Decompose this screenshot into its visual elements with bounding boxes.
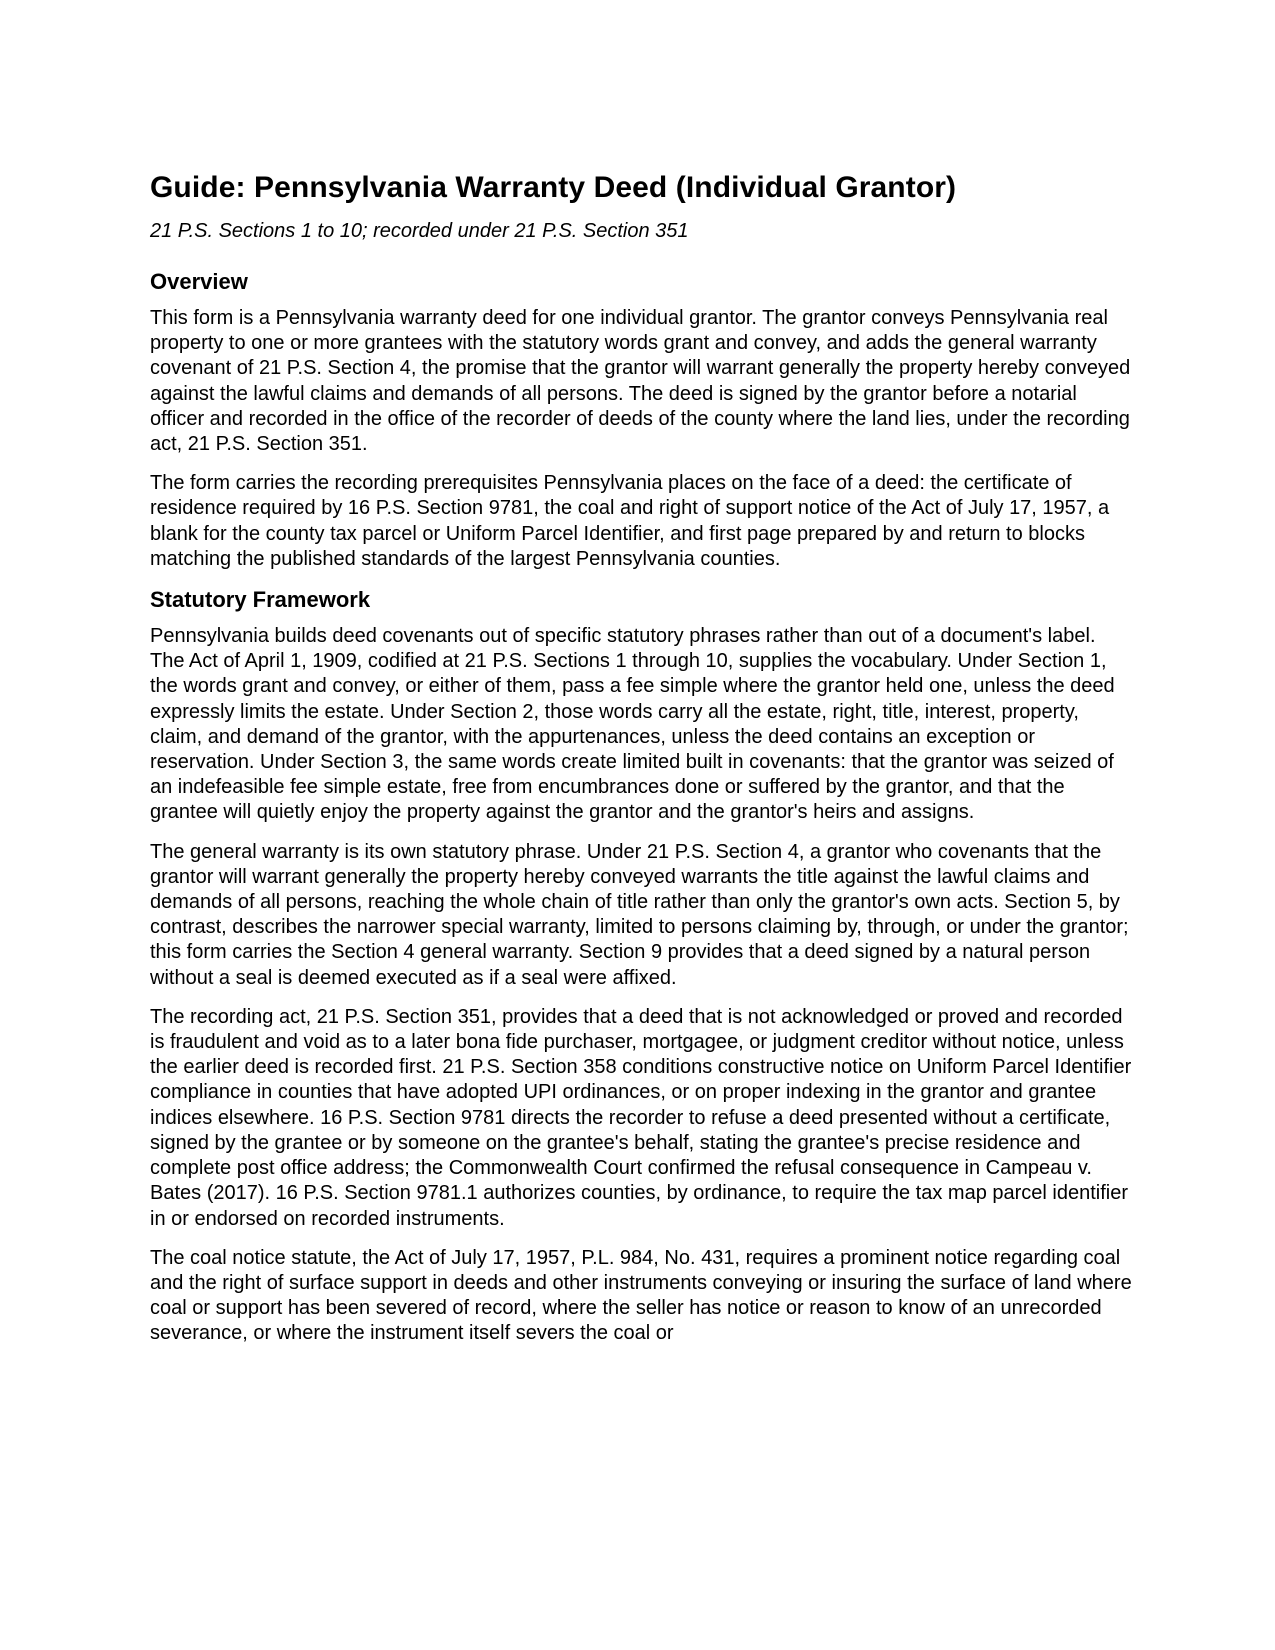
overview-paragraph-1: This form is a Pennsylvania warranty deed for one individual grantor. The grantor conveys Pennsylvania real property to one or more grantees with the statutory words grant and convey, and adds the general warranty covenant of 21 P.S. Section 4, the promise that the grantor will warrant generally the property hereby conveyed against the lawful claims and demands of all persons. The deed is signed by the grantor before a notarial officer and recorded in the office of the recorder of deeds of the county where the land lies, under the recording act, 21 P.S. Section 351. [150,307,1131,456]
framework-paragraph-2: The general warranty is its own statutory phrase. Under 21 P.S. Section 4, a grantor who covenants that the grantor will warrant generally the property hereby conveyed warrants the title against the lawful claims and demands of all persons, reaching the whole chain of title rather than only the grantor's own acts. Section 5, by contrast, describes the narrower special warranty, limited to persons claiming by, through, or under the grantor; this form carries the Section 4 general warranty. Section 9 provides that a deed signed by a natural person without a seal is deemed executed as if a seal were affixed. [150,840,1129,989]
document-subtitle: 21 P.S. Sections 1 to 10; recorded under 21 P.S. Section 351 [150,220,689,242]
framework-paragraph-4: The coal notice statute, the Act of July 17, 1957, P.L. 984, No. 431, requires a prominent notice regarding coal and the right of surface support in deeds and other instruments conveying or insuring the surface of land where coal or support has been severed of record, where the seller has notice or reason to know of an unrecorded severance, or where the instrument itself severs the coal or [150,1246,1132,1345]
framework-paragraph-1: Pennsylvania builds deed covenants out of specific statutory phrases rather than out of a document's label. The Act of April 1, 1909, codified at 21 P.S. Sections 1 through 10, supplies the vocabulary. Under Section 1, the words grant and convey, or either of them, pass a fee simple where the grantor held one, unless the deed expressly limits the estate. Under Section 2, those words carry all the estate, right, title, interest, property, claim, and demand of the grantor, with the appurtenances, unless the deed contains an exception or reservation. Under Section 3, the same words create limited built in covenants: that the grantor was seized of an indefeasible fee simple estate, free from encumbrances done or suffered by the grantor, and that the grantee will quietly enjoy the property against the grantor and the grantor's heirs and assigns. [150,625,1115,824]
overview-paragraph-2: The form carries the recording prerequisites Pennsylvania places on the face of a deed: the certificate of residence required by 16 P.S. Section 9781, the coal and right of support notice of the Act of July 17, 1957, a blank for the county tax parcel or Uniform Parcel Identifier, and first page prepared by and return to blocks matching the published standards of the largest Pennsylvania counties. [150,472,1110,570]
section-heading-overview: Overview [150,269,248,294]
framework-paragraph-3: The recording act, 21 P.S. Section 351, provides that a deed that is not acknowledged or proved and recorded is fraudulent and void as to a later bona fide purchaser, mortgagee, or judgment creditor without notice, unless the earlier deed is recorded first. 21 P.S. Section 358 conditions constructive notice on Uniform Parcel Identifier compliance in counties that have adopted UPI ordinances, or on proper indexing in the grantor and grantee indices elsewhere. 16 P.S. Section 9781 directs the recorder to refuse a deed presented without a certificate, signed by the grantee or by someone on the grantee's behalf, stating the grantee's precise residence and complete post office address; the Commonwealth Court confirmed the refusal consequence in Campeau v. Bates (2017). 16 P.S. Section 9781.1 authorizes counties, by ordinance, to require the tax map parcel identifier in or endorsed on recorded instruments. [150,1005,1132,1230]
document-page [150,170,1135,1361]
section-overview [150,268,1135,572]
document-title: Guide: Pennsylvania Warranty Deed (Individual Grantor) [150,171,957,204]
section-heading-statutory-framework: Statutory Framework [150,587,371,613]
section-statutory-framework [150,586,1135,1346]
